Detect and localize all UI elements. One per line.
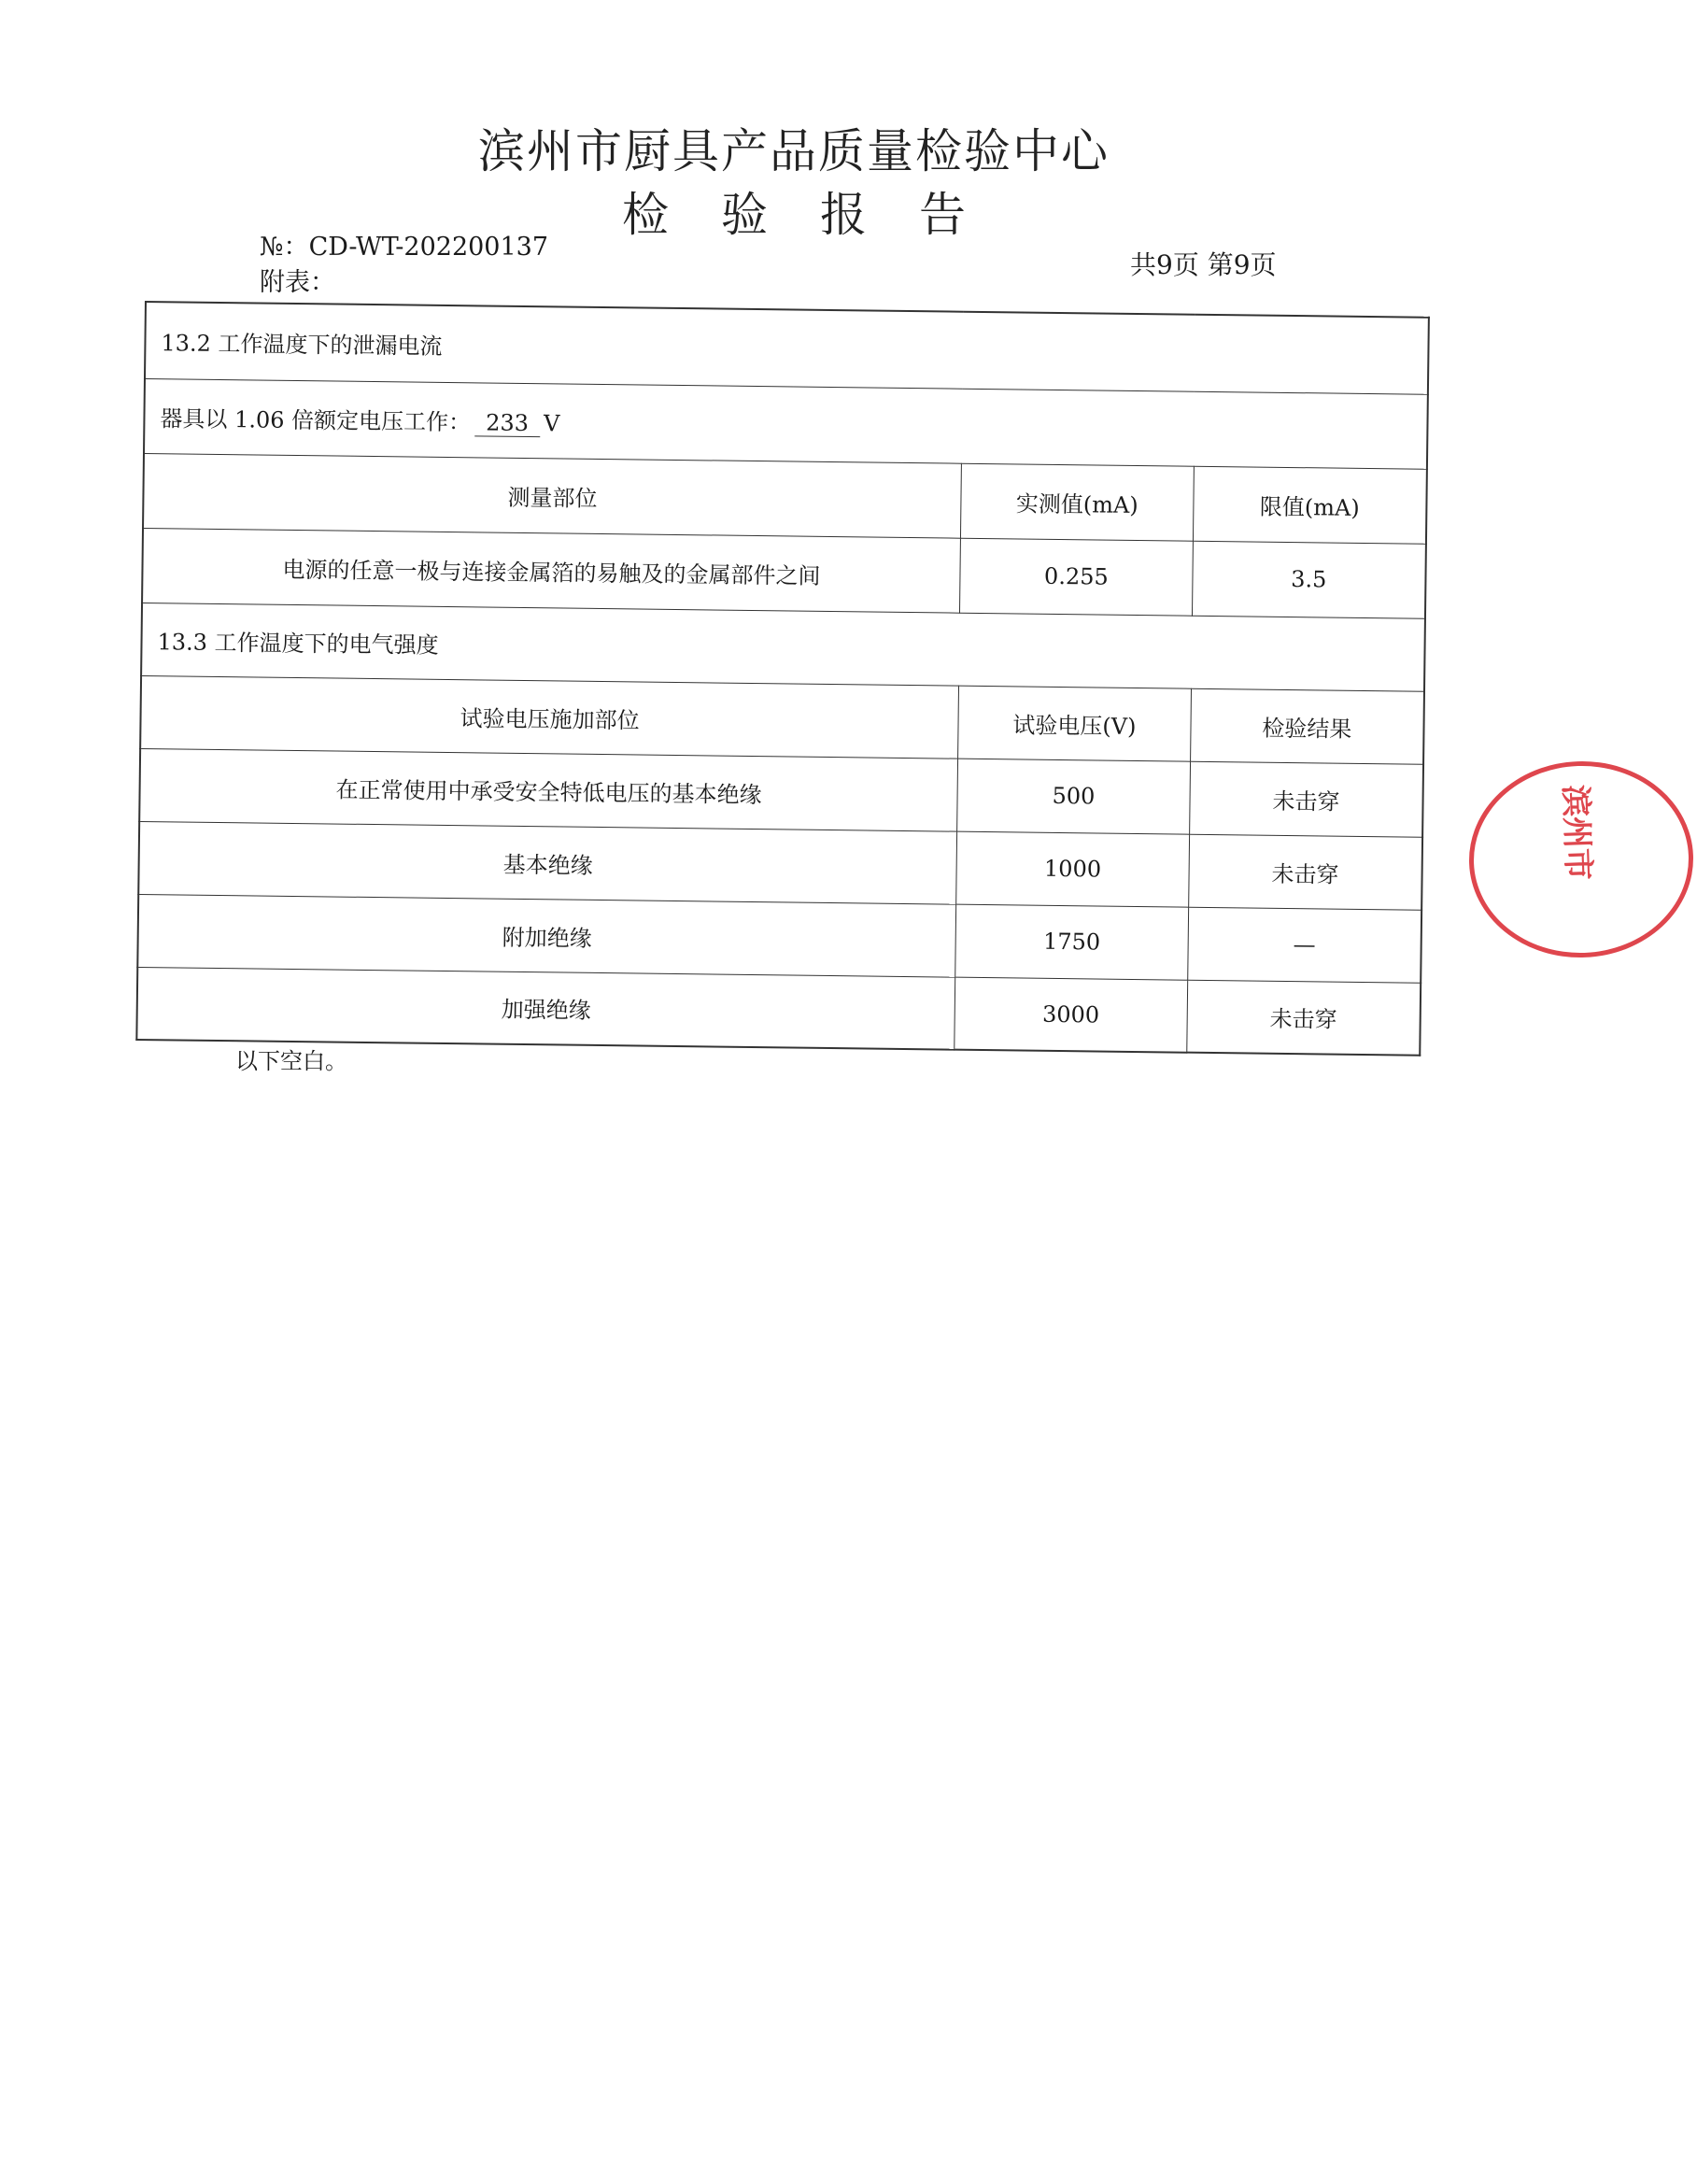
blank-below-note: 以下空白。 (235, 1048, 347, 1074)
organization-title: 滨州市厨具产品质量检验中心 (478, 124, 1110, 178)
column-header: 实测值(mA) (961, 463, 1195, 541)
report-number-value: CD-WT-202200137 (308, 233, 549, 262)
test-voltage: 3000 (955, 977, 1188, 1053)
test-result: — (1187, 907, 1421, 983)
column-header: 检验结果 (1190, 688, 1424, 764)
report-number (260, 226, 548, 262)
test-result: 未击穿 (1189, 761, 1423, 837)
rated-voltage-value: 233 (474, 409, 540, 437)
test-location: 基本绝缘 (138, 821, 956, 904)
condition-prefix: 器具以 1.06 倍额定电压工作： (160, 404, 472, 435)
measured-value: 0.255 (960, 538, 1194, 616)
measurement-location: 电源的任意一极与连接金属箔的易触及的金属部件之间 (142, 528, 960, 613)
test-voltage: 1750 (955, 904, 1189, 980)
column-header: 试验电压施加部位 (140, 675, 958, 759)
results-table (135, 301, 1430, 1057)
title-char: 验 (721, 188, 768, 242)
limit-value: 3.5 (1192, 541, 1426, 618)
page-count: 共9页 第9页 (1130, 249, 1277, 280)
title-char: 告 (919, 188, 966, 242)
test-voltage: 500 (957, 759, 1191, 834)
test-voltage: 1000 (956, 831, 1190, 907)
official-seal: 滨州市 (1465, 758, 1696, 961)
report-number-label: №： (260, 233, 309, 262)
voltage-unit: V (543, 409, 560, 436)
title-char: 检 (622, 188, 669, 242)
column-header: 测量部位 (143, 453, 961, 538)
report-title (0, 177, 1588, 245)
attachment-label: 附表： (260, 268, 335, 297)
test-result: 未击穿 (1187, 980, 1421, 1056)
test-location: 加强绝缘 (136, 967, 955, 1050)
leakage-section-title: 13.2 工作温度下的泄漏电流 (145, 302, 1429, 394)
test-location: 在正常使用中承受安全特低电压的基本绝缘 (139, 748, 957, 831)
title-char: 报 (820, 188, 867, 242)
test-result: 未击穿 (1188, 834, 1422, 910)
column-header: 试验电压(V) (958, 686, 1192, 761)
column-header: 限值(mA) (1193, 466, 1427, 544)
strength-section-title: 13.3 工作温度下的电气强度 (141, 603, 1425, 691)
test-location: 附加绝缘 (137, 894, 955, 977)
